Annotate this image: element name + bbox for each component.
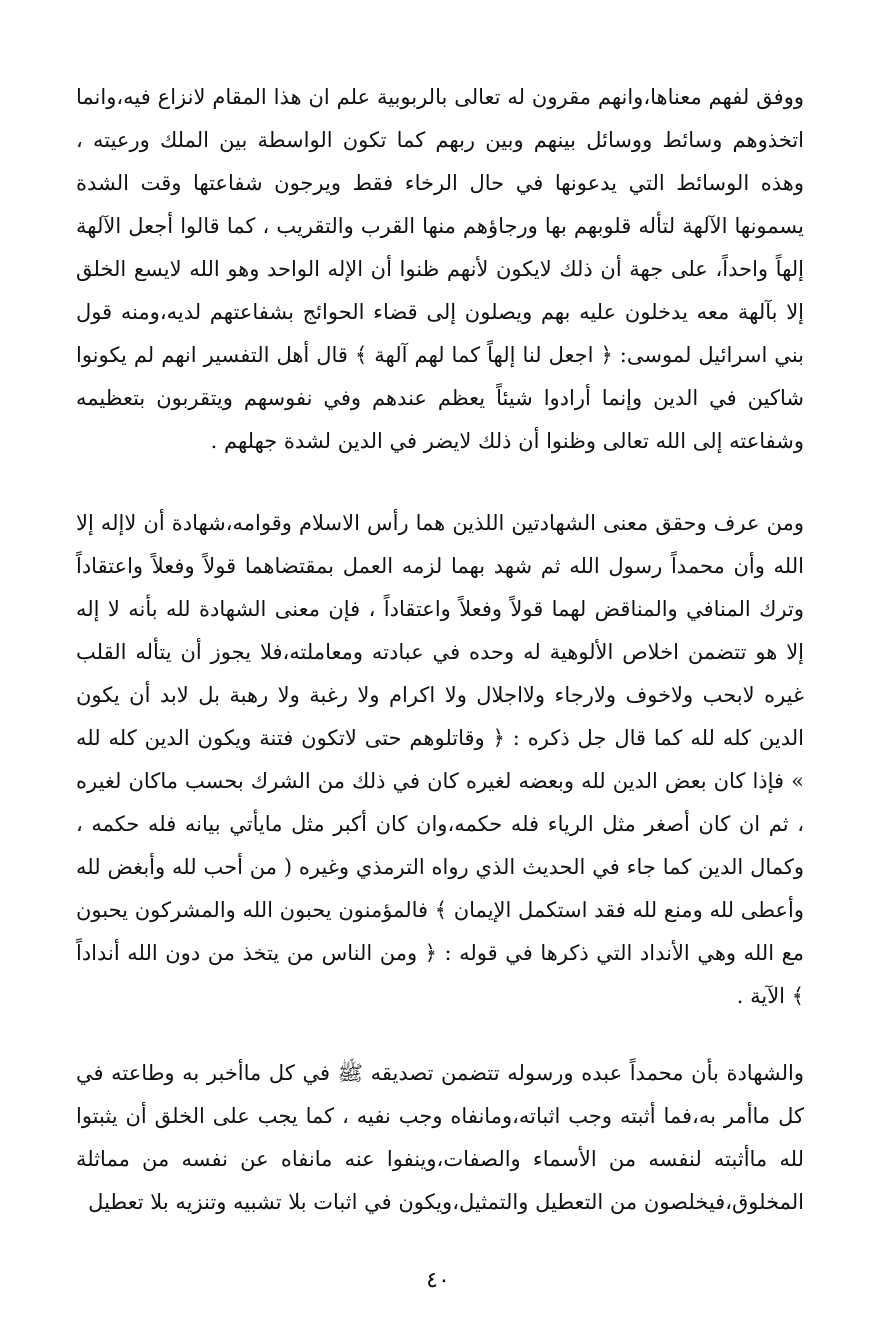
paragraph-testimony-messenger: والشهادة بأن محمداً عبده ورسوله تتضمن تصديقه ﷺ في كل ماأخبر به وطاعته في كل ماأمر به،فما أثبته وجب اثباته،ومانفاه وجب نفيه ، كما يجب على الخلق أن يثبتوا لله ماأثبته لنفسه من الأسماء والصفات،وينفوا عنه مانفاه عن نفسه من مماثلة المخلوق،فيخلصون من التعطيل والتمثيل،ويكون في اثبات بلا تشبيه وتنزيه بلا تعطيل <box>76 1061 804 1214</box>
paragraph-two-testimonies: ومن عرف وحقق معنى الشهادتين اللذين هما رأس الاسلام وقوامه،شهادة أن لاإله إلا الله وأن محمداً رسول الله ثم شهد بهما لزمه العمل بمقتضاهما قولاً وفعلاً واعتقاداً وترك المنافي والمناقض لهما قولاً وفعلاً واعتقاداً ، فإن معنى الشهادة لله بأنه لا إله إلا هو تتضمن اخلاص الألوهية له وحده في عبادته ومعاملته،فلا يجوز أن يتأله القلب غيره لابحب ولاخوف ولارجاء ولااجلال ولا اكرام ولا رغبة ولا رهبة بل لابد أن يكون الدين كله لله كما قال جل ذكره : ﴿ وقاتلوهم حتى لاتكون فتنة ويكون الدين كله لله » فإذا كان بعض الدين لله وبعضه لغيره كان في ذلك من الشرك بحسب ماكان لغيره ، ثم ان كان أصغر مثل الرياء فله حكمه،وان كان أكبر مثل مايأتي بيانه فله حكمه ، وكمال الدين كما جاء في الحديث الذي رواه الترمذي وغيره ( من أحب لله وأبغض لله وأعطى لله ومنع لله فقد استكمل الإيمان ﴾ فالمؤمنون يحبون الله والمشركون يحبون مع الله وهي الأنداد التي ذكرها في قوله : ﴿ ومن الناس من يتخذ من دون الله أنداداً ﴾ الآية . <box>76 511 804 1008</box>
paragraph-intercessors: ووفق لفهم معناها،وانهم مقرون له تعالى بالربوبية علم ان هذا المقام لانزاع فيه،وانما اتخذوهم وسائط ووسائل بينهم وبين ربهم كما تكون الواسطة بين الملك ورعيته ، وهذه الوسائط التي يدعونها في حال الرخاء فقط ويرجون شفاعتها وقت الشدة يسمونها الآلهة لتأله قلوبهم بها ورجاؤهم منها القرب والتقريب ، كما قالوا أجعل الآلهة إلهاً واحداً، على جهة أن ذلك لايكون لأنهم ظنوا أن الإله الواحد وهو الله لايسع الخلق إلا بآلهة معه يدخلون عليه بهم ويصلون إلى قضاء الحوائج بشفاعتهم لديه،ومنه قول بني اسرائيل لموسى: ﴿ اجعل لنا إلهاً كما لهم آلهة ﴾ قال أهل التفسير انهم لم يكونوا شاكين في الدين وإنما أرادوا شيئاً يعظم عندهم وفي نفوسهم ويتقربون بتعظيمه وشفاعته إلى الله تعالى وظنوا أن ذلك لايضر في الدين لشدة جهلهم . <box>76 85 804 453</box>
page-number: ٤٠ <box>426 1268 450 1293</box>
